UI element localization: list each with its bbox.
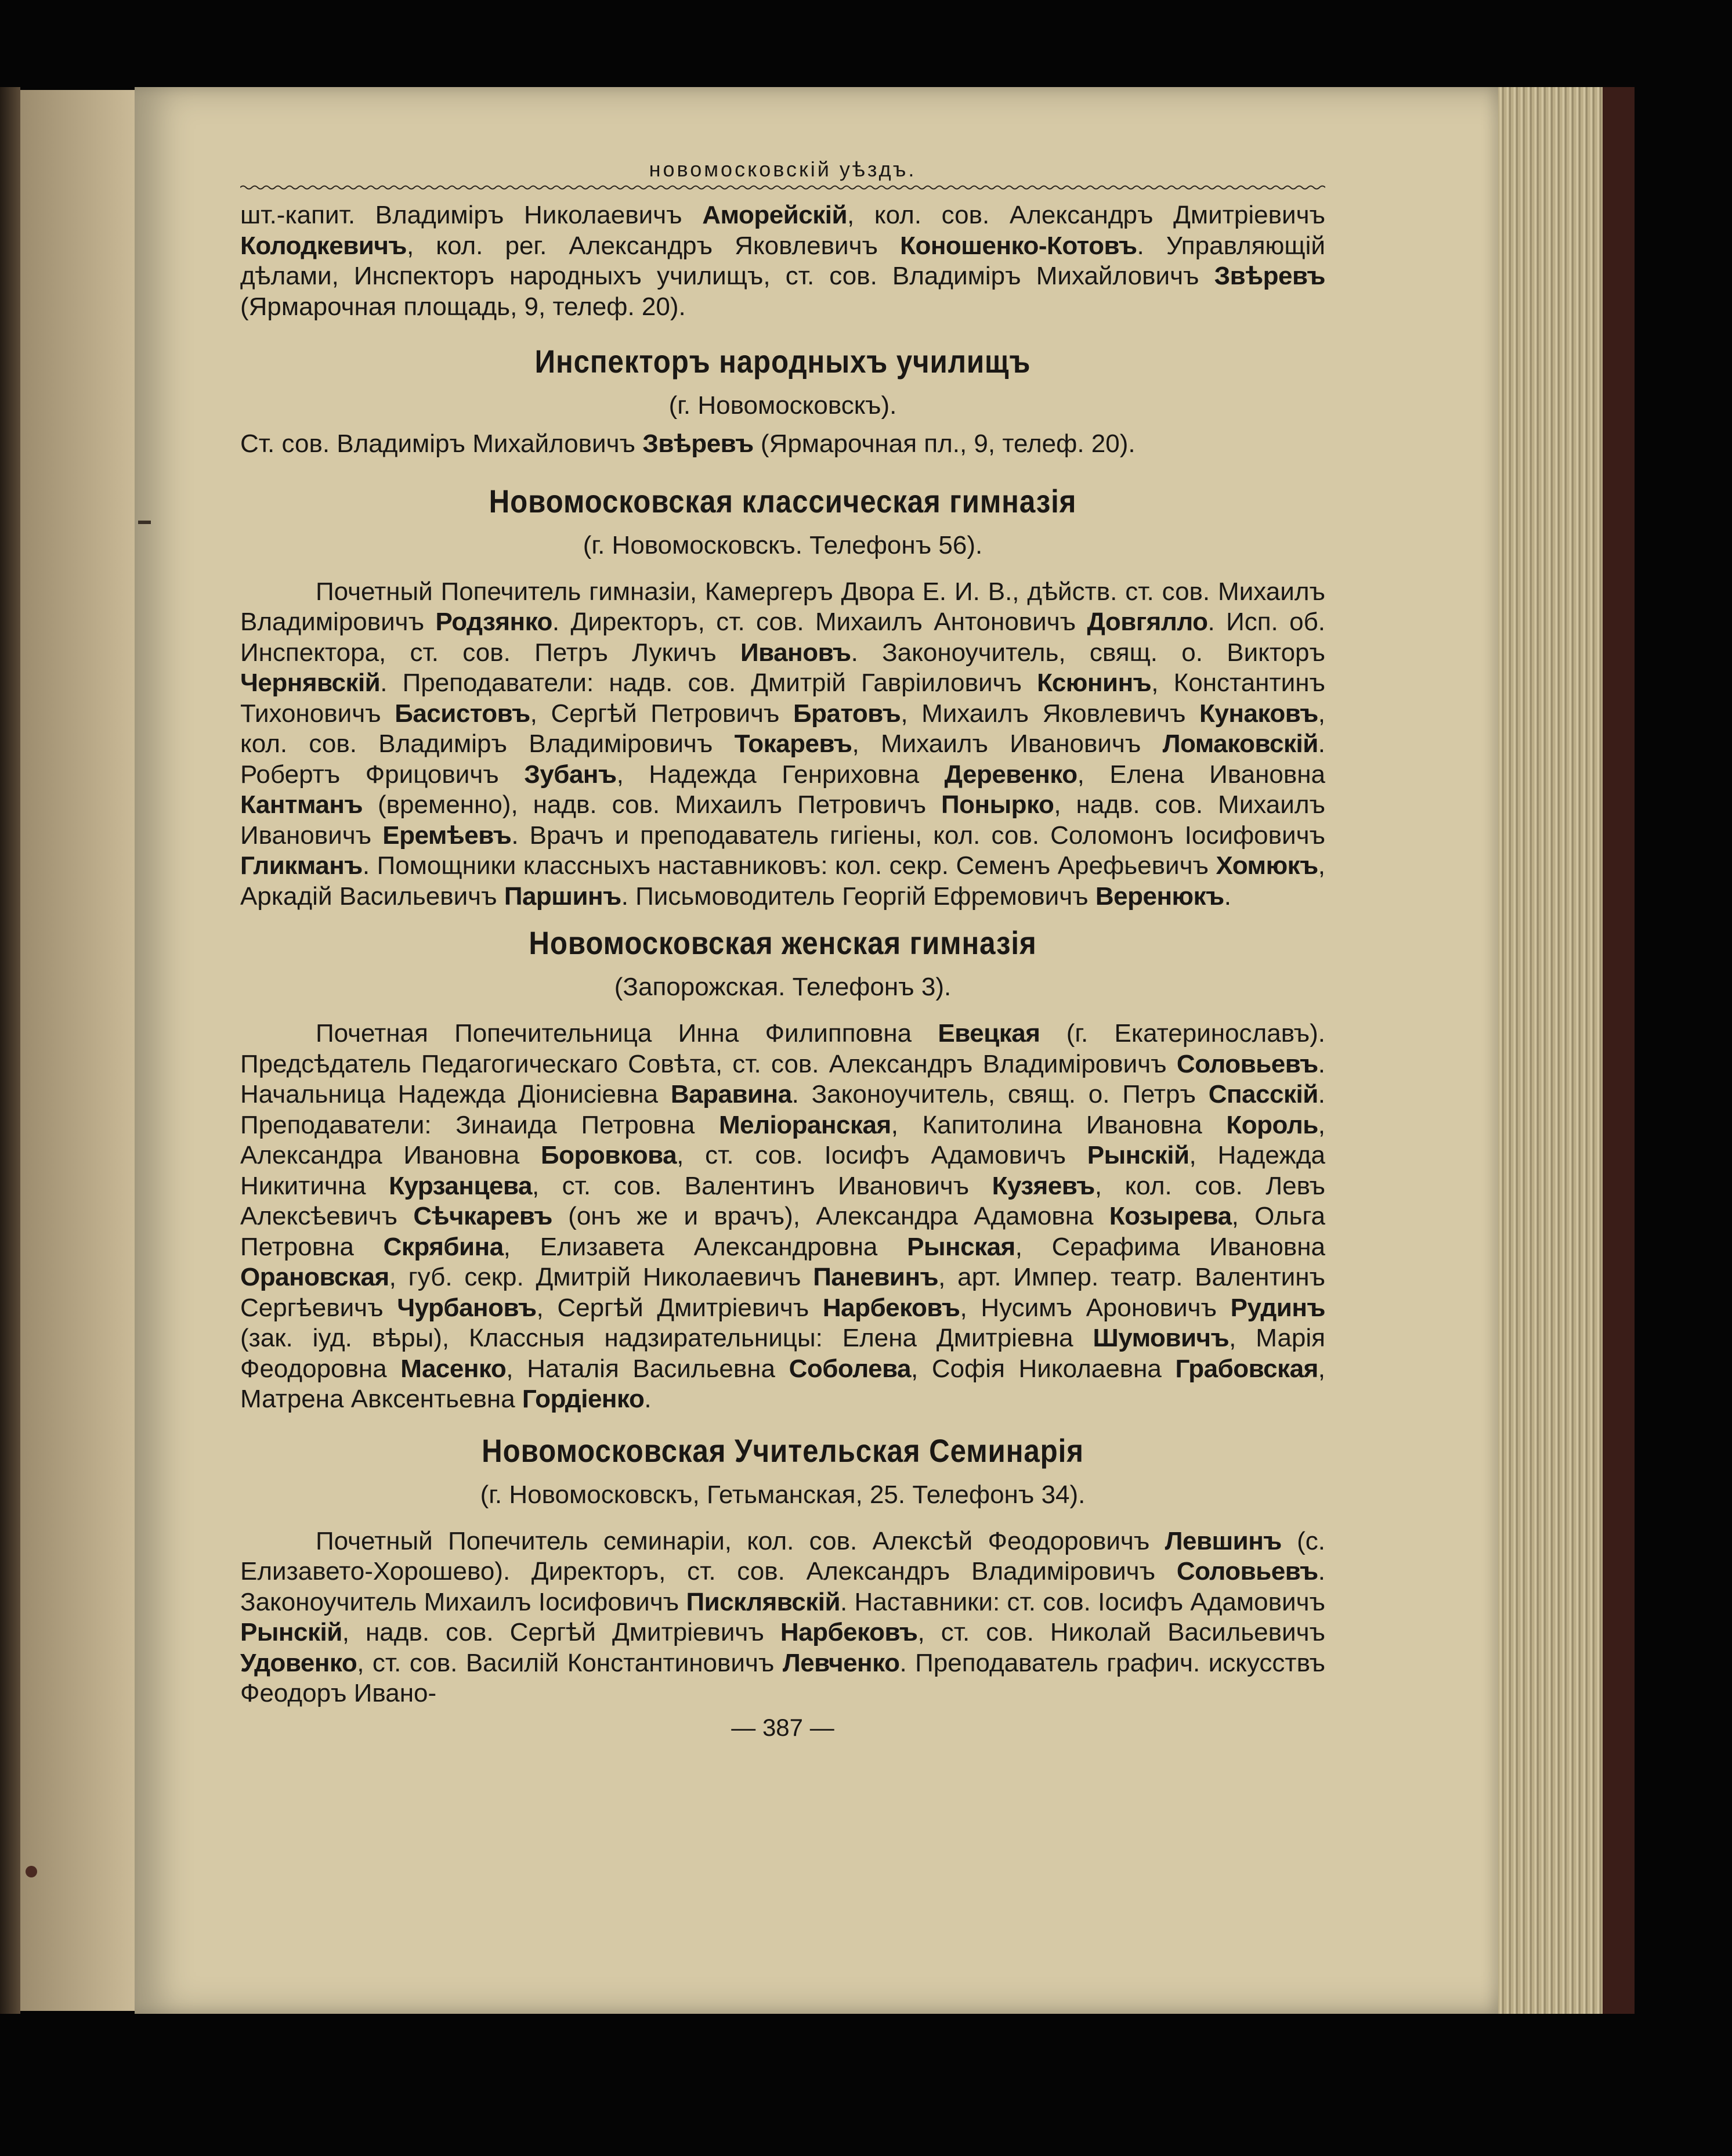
surname: Кунаковъ: [1199, 699, 1318, 728]
section-heading-women-gymnasium: Новомосковская женская гимназія: [529, 924, 1037, 961]
section-sub-classical-gymnasium: (г. Новомосковскъ. Телефонъ 56).: [583, 530, 983, 559]
surname: Боровкова: [541, 1141, 677, 1169]
surname: Ивановъ: [740, 638, 851, 667]
book-left-edge: [0, 87, 20, 2014]
surname: Спасскій: [1208, 1080, 1318, 1108]
header-wavy-rule: [240, 183, 1325, 192]
surname: Хомюкъ: [1216, 851, 1318, 880]
section-sub-teachers-seminary: (г. Новомосковскъ, Гетьманская, 25. Телефонъ 34).: [480, 1480, 1086, 1509]
surname: Рынскій: [1087, 1141, 1189, 1169]
surname: Козырева: [1109, 1202, 1232, 1230]
intro-paragraph: шт.-капит. Владиміръ Николаевичъ Аморейскій, кол. сов. Александръ Дмитріевичъ Колодкевичъ, кол. рег. Александръ Яковлевичъ Коношенко-Котовъ. Управляющій дѣлами, Инспекторъ народныхъ училищъ, ст. сов. Владиміръ Михайловичъ Звѣревъ (Ярмарочная площадь, 9, телеф. 20).: [240, 201, 1325, 321]
surname: Кантманъ: [240, 790, 363, 819]
section-heading-teachers-seminary: Новомосковская Учительская Семинарія: [482, 1432, 1084, 1469]
surname: Нарбековъ: [780, 1618, 918, 1646]
surname: Родзянко: [435, 608, 552, 636]
surname: Токаревъ: [734, 729, 852, 758]
section-sub-women-gymnasium: (Запорожская. Телефонъ 3).: [614, 973, 952, 1001]
surname: Левшинъ: [1165, 1526, 1282, 1555]
cover-spot: [26, 1866, 37, 1877]
surname: Звѣревъ: [1214, 262, 1325, 290]
section-sub-inspector: (г. Новомосковскъ).: [668, 391, 897, 420]
surname: Соболева: [789, 1354, 912, 1383]
surname: Коношенко-Котовъ: [900, 231, 1137, 260]
surname: Скрябина: [383, 1232, 504, 1261]
surname: Нарбековъ: [822, 1293, 960, 1322]
section-body-teachers-seminary: Почетный Попечитель семинаріи, кол. сов. Алексѣй Феодоровичъ Левшинъ (с. Елизавето-Хорошево). Директоръ, ст. сов. Александръ Владиміровичъ Соловьевъ. Законоучитель Михаилъ Іосифовичъ Писклявскій. Наставники: ст. сов. Іосифъ Адамовичъ Рынскій, надв. сов. Сергѣй Дмитріевичъ Нарбековъ, ст. сов. Николай Васильевичъ Удовенко, ст. сов. Василій Константиновичъ Левченко. Преподаватель графич. искусствъ Феодоръ Ивано-: [240, 1526, 1326, 1707]
running-head: новомосковскій уѣздъ.: [649, 157, 917, 181]
surname: Братовъ: [793, 699, 901, 728]
surname: Рынскій: [240, 1618, 342, 1646]
surname: Соловьевъ: [1176, 1557, 1318, 1586]
surname: Веренюкъ: [1095, 882, 1224, 911]
surname: Звѣревъ: [642, 429, 754, 458]
section-body-classical-gymnasium: Почетный Попечитель гимназіи, Камергеръ Двора Е. И. В., дѣйств. ст. сов. Михаилъ Владиміровичъ Родзянко. Директоръ, ст. сов. Михаилъ Антоновичъ Довгялло. Исп. об. Инспектора, ст. сов. Петръ Лукичъ Ивановъ. Законоучитель, свящ. о. Викторъ Чернявскій. Преподаватели: надв. сов. Дмитрій Гавріиловичъ Ксюнинъ, Константинъ Тихоновичъ Басистовъ, Сергѣй Петровичъ Братовъ, Михаилъ Яковлевичъ Кунаковъ, кол. сов. Владиміръ Владиміровичъ Токаревъ, Михаилъ Ивановичъ Ломаковскій. Робертъ Фрицовичъ Зубанъ, Надежда Генриховна Деревенко, Елена Ивановна Кантманъ (временно), надв. сов. Михаилъ Петровичъ Понырко, надв. сов. Михаилъ Ивановичъ Еремѣевъ. Врачъ и преподаватель гигіены, кол. сов. Соломонъ Іосифовичъ Гликманъ. Помощники классныхъ наставниковъ: кол. секр. Семенъ Арефьевичъ Хомюкъ, Аркадій Васильевичъ Паршинъ. Письмоводитель Георгій Ефремовичъ Веренюкъ.: [240, 577, 1326, 911]
page-number: — 387 —: [731, 1713, 834, 1741]
surname: Кузяевъ: [992, 1171, 1095, 1200]
surname: Довгялло: [1087, 608, 1208, 636]
book-cover-edge: [1603, 87, 1635, 2014]
surname: Басистовъ: [395, 699, 530, 728]
surname: Сѣчкаревъ: [413, 1202, 552, 1230]
section-heading-classical-gymnasium: Новомосковская классическая гимназія: [489, 482, 1077, 519]
section-heading-inspector: Инспекторъ народныхъ училищъ: [534, 343, 1031, 380]
left-page-sliver: [20, 90, 136, 2011]
surname: Орановская: [240, 1263, 389, 1291]
surname: Рудинъ: [1230, 1293, 1325, 1322]
surname: Чурбановъ: [397, 1293, 537, 1322]
surname: Соловьевъ: [1176, 1049, 1318, 1078]
surname: Паневинъ: [813, 1263, 939, 1291]
surname: Аморейскій: [702, 201, 848, 229]
text-block: [240, 157, 1325, 1742]
surname: Писклявскій: [686, 1587, 841, 1616]
margin-mark: [138, 521, 151, 524]
surname: Колодкевичъ: [240, 231, 407, 260]
surname: Гликманъ: [240, 851, 363, 880]
section-body-women-gymnasium: Почетная Попечительница Инна Филипповна Евецкая (г. Екатеринославъ). Предсѣдатель Педагогическаго Совѣта, ст. сов. Александръ Владиміровичъ Соловьевъ. Начальница Надежда Діонисіевна Варавина. Законоучитель, свящ. о. Петръ Спасскій. Преподаватели: Зинаида Петровна Меліоранская, Капитолина Ивановна Король, Александра Ивановна Боровкова, ст. сов. Іосифъ Адамовичъ Рынскій, Надежда Никитична Курзанцева, ст. сов. Валентинъ Ивановичъ Кузяевъ, кол. сов. Левъ Алексѣевичъ Сѣчкаревъ (онъ же и врачъ), Александра Адамовна Козырева, Ольга Петровна Скрябина, Елизавета Александровна Рынская, Серафима Ивановна Орановская, губ. секр. Дмитрій Николаевичъ Паневинъ, арт. Импер. театр. Валентинъ Сергѣевичъ Чурбановъ, Сергѣй Дмитріевичъ Нарбековъ, Нусимъ Ароновичъ Рудинъ (зак. іуд. вѣры), Классныя надзирательницы: Елена Дмитріевна Шумовичъ, Марія Феодоровна Масенко, Наталія Васильевна Соболева, Софія Николаевна Грабовская, Матрена Авксентьевна Гордіенко.: [240, 1019, 1325, 1413]
surname: Шумовичъ: [1093, 1324, 1230, 1352]
surname: Евецкая: [938, 1019, 1040, 1048]
surname: Левченко: [782, 1648, 900, 1677]
surname: Удовенко: [240, 1648, 357, 1677]
surname: Ксюнинъ: [1037, 669, 1152, 697]
surname: Курзанцева: [389, 1171, 532, 1200]
surname: Деревенко: [944, 760, 1077, 789]
surname: Еремѣевъ: [382, 821, 512, 850]
surname: Рынская: [907, 1232, 1015, 1261]
page-edges: [1498, 87, 1603, 2014]
surname: Грабовская: [1175, 1354, 1318, 1383]
surname: Понырко: [941, 790, 1054, 819]
surname: Зубанъ: [524, 760, 617, 789]
surname: Меліоранская: [718, 1110, 891, 1139]
surname: Паршинъ: [504, 882, 621, 911]
surname: Ломаковскій: [1162, 729, 1318, 758]
surname: Чернявскій: [240, 669, 381, 697]
surname: Гордіенко: [522, 1385, 645, 1413]
section-body-inspector: Ст. сов. Владиміръ Михайловичъ Звѣревъ (Ярмарочная пл., 9, телеф. 20).: [240, 429, 1136, 458]
surname: Масенко: [400, 1354, 507, 1383]
surname: Варавина: [670, 1080, 792, 1108]
surname: Король: [1226, 1110, 1318, 1139]
